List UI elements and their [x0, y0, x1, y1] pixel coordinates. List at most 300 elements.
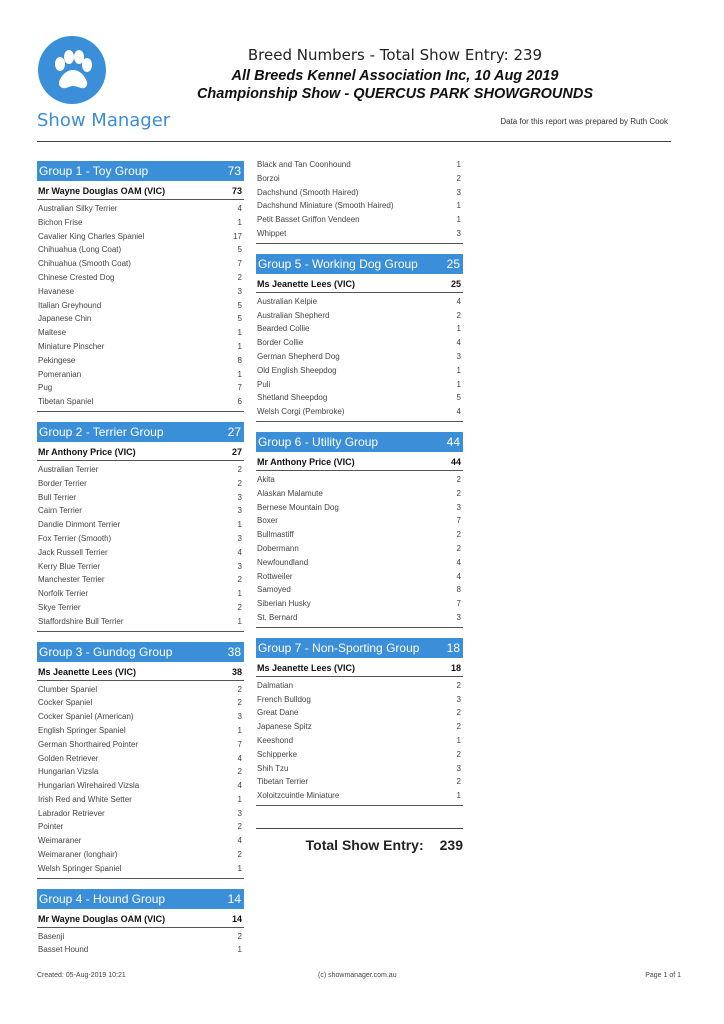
- group-section: [37, 422, 244, 632]
- group-title: Group 1 - Toy Group: [39, 164, 149, 178]
- breed-name: Dachshund (Smooth Haired): [257, 187, 359, 197]
- breed-row: [37, 216, 244, 230]
- group-section: [37, 161, 244, 412]
- header-divider: [37, 141, 671, 142]
- breed-name: Shetland Sheepdog: [257, 393, 328, 403]
- breed-row: [37, 710, 244, 724]
- breed-count: 2: [237, 850, 242, 860]
- breed-row: [37, 491, 244, 505]
- breed-row: [256, 405, 463, 419]
- breed-row: [256, 158, 463, 172]
- judge-count: 27: [231, 446, 242, 457]
- breed-row: [256, 597, 463, 611]
- breed-row: [37, 368, 244, 382]
- breed-row: [37, 477, 244, 491]
- group-title: Group 5 - Working Dog Group: [258, 256, 418, 271]
- breed-row: [37, 765, 244, 779]
- breed-name: Dandie Dinmont Terrier: [38, 520, 121, 530]
- site-credit: (c) showmanager.com.au: [318, 972, 397, 979]
- breed-row: [256, 775, 463, 789]
- group-header: [37, 161, 244, 181]
- group-count: 44: [446, 434, 460, 449]
- show-name: Championship Show - QUERCUS PARK SHOWGROUNDS: [196, 86, 594, 102]
- breed-row: [256, 542, 463, 556]
- breed-row: [37, 504, 244, 518]
- breed-row: [256, 720, 463, 734]
- breed-row: [37, 463, 244, 477]
- breed-name: Japanese Spitz: [257, 722, 312, 732]
- breed-row: [37, 271, 244, 285]
- breed-count: 7: [237, 259, 242, 269]
- breed-name: Chinese Crested Dog: [38, 272, 115, 282]
- judge-count: 44: [450, 456, 461, 467]
- breed-row: [37, 340, 244, 354]
- breed-count: 1: [237, 589, 242, 599]
- judge-count: 25: [450, 278, 461, 289]
- breed-count: 2: [456, 722, 461, 732]
- breed-count: 5: [456, 393, 461, 403]
- breed-row: [256, 336, 463, 350]
- breed-count: 3: [456, 763, 461, 773]
- breed-count: 1: [237, 945, 242, 955]
- group-header: [37, 422, 244, 442]
- breed-row: [256, 364, 463, 378]
- breed-count: 5: [237, 300, 242, 310]
- breed-name: Irish Red and White Setter: [38, 794, 132, 804]
- breed-count: 2: [456, 680, 461, 690]
- judge-name: Ms Jeanette Lees (VIC): [38, 666, 137, 677]
- breed-row: [256, 570, 463, 584]
- judge-name: Mr Wayne Douglas OAM (VIC): [38, 186, 166, 196]
- breed-row: [256, 679, 463, 693]
- breed-name: Dobermann: [257, 543, 299, 553]
- group-header: [256, 254, 463, 274]
- breed-name: Shih Tzu: [257, 763, 289, 773]
- breed-count: 2: [456, 474, 461, 484]
- group-header: [37, 642, 244, 662]
- breed-name: Skye Terrier: [38, 602, 81, 612]
- breed-count: 4: [456, 557, 461, 567]
- judge-count: 18: [450, 662, 461, 673]
- breed-row: [256, 309, 463, 323]
- group-divider: [256, 627, 463, 628]
- breed-row: [256, 473, 463, 487]
- group-divider: [256, 805, 463, 806]
- judge-name: Mr Anthony Price (VIC): [257, 456, 355, 467]
- breed-name: Cocker Spaniel (American): [38, 712, 134, 722]
- breed-row: [37, 312, 244, 326]
- breed-row: [37, 573, 244, 587]
- breed-name: Schipperke: [257, 749, 298, 759]
- breed-row: [256, 556, 463, 570]
- breed-count: 1: [237, 217, 242, 227]
- judge-row: [256, 274, 463, 293]
- group-divider: [256, 243, 463, 244]
- breed-row: [256, 213, 463, 227]
- judge-row: [37, 662, 244, 681]
- breed-row: [37, 601, 244, 615]
- breed-count: 3: [237, 286, 242, 296]
- judge-name: Ms Jeanette Lees (VIC): [257, 662, 356, 673]
- breed-count: 1: [237, 863, 242, 873]
- breed-count: 2: [456, 777, 461, 787]
- breed-count: 2: [456, 749, 461, 759]
- breed-count: 4: [456, 407, 461, 417]
- report-title: Breed Numbers - Total Show Entry: 239: [247, 46, 543, 64]
- breed-name: Black and Tan Coonhound: [257, 160, 351, 169]
- breed-row: [37, 257, 244, 271]
- judge-row: [37, 181, 244, 200]
- breed-name: Pekingese: [38, 355, 76, 365]
- breed-count: 1: [237, 794, 242, 804]
- group-title: Group 6 - Utility Group: [258, 434, 379, 449]
- breed-count: 1: [237, 725, 242, 735]
- breed-name: Havanese: [38, 286, 75, 296]
- breed-count: 4: [237, 547, 242, 557]
- breed-name: French Bulldog: [257, 694, 311, 704]
- breed-count: 3: [237, 506, 242, 516]
- breed-count: 1: [237, 328, 242, 338]
- breed-name: Australian Kelpie: [257, 296, 318, 306]
- breed-name: Pomeranian: [38, 369, 82, 379]
- group-count: 14: [227, 891, 241, 906]
- breed-count: 3: [456, 694, 461, 704]
- breed-count: 1: [456, 324, 461, 334]
- judge-name: Ms Jeanette Lees (VIC): [257, 278, 356, 289]
- breed-name: Fox Terrier (Smooth): [38, 533, 112, 543]
- club-name: All Breeds Kennel Association Inc, 10 Aug 2019: [231, 68, 559, 84]
- breed-name: Chihuahua (Long Coat): [38, 245, 122, 255]
- breed-row: [256, 322, 463, 336]
- group-header: [256, 432, 463, 452]
- breed-name: Basenji: [38, 931, 65, 941]
- judge-row: [256, 452, 463, 471]
- breed-row: [37, 793, 244, 807]
- prepared-by: Data for this report was prepared by Ruth Cook: [500, 117, 668, 126]
- breed-count: 2: [456, 708, 461, 718]
- breed-name: Kerry Blue Terrier: [38, 561, 101, 571]
- breed-name: Norfolk Terrier: [38, 589, 89, 599]
- logo: [38, 36, 106, 104]
- breed-row: [37, 779, 244, 793]
- breed-name: English Springer Spaniel: [38, 725, 126, 735]
- breed-name: Siberian Husky: [257, 599, 311, 609]
- breed-name: Newfoundland: [257, 557, 309, 567]
- breed-row: [37, 285, 244, 299]
- breed-count: 7: [237, 739, 242, 749]
- breed-name: Australian Terrier: [38, 464, 99, 474]
- breed-name: Great Dane: [257, 708, 299, 718]
- breed-row: [256, 227, 463, 241]
- breed-name: Weimaraner (longhair): [38, 850, 118, 860]
- breed-name: Rottweiler: [257, 571, 293, 581]
- breed-count: 6: [237, 397, 242, 407]
- breed-row: [256, 611, 463, 625]
- breed-row: [37, 326, 244, 340]
- breed-count: 1: [456, 365, 461, 375]
- breed-count: 8: [237, 355, 242, 365]
- breed-count: 3: [237, 561, 242, 571]
- breed-name: Bull Terrier: [38, 492, 77, 502]
- breed-name: Welsh Corgi (Pembroke): [257, 407, 345, 417]
- breed-row: [256, 487, 463, 501]
- breed-name: Dalmatian: [257, 680, 294, 690]
- breed-count: 5: [237, 245, 242, 255]
- group-count: 38: [227, 644, 241, 659]
- breed-count: 2: [237, 684, 242, 694]
- breed-count: 4: [237, 753, 242, 763]
- breed-count: 7: [456, 516, 461, 526]
- breed-count: 2: [237, 822, 242, 832]
- breed-name: Borzoi: [257, 173, 280, 183]
- breed-row: [37, 683, 244, 697]
- breed-row: [256, 350, 463, 364]
- breed-name: Labrador Retriever: [38, 808, 105, 818]
- breed-row: [37, 587, 244, 601]
- breed-count: 3: [456, 187, 461, 197]
- group-section: [256, 432, 463, 628]
- breed-row: [37, 615, 244, 629]
- judge-count: 38: [231, 666, 242, 677]
- group-count: 27: [227, 424, 241, 439]
- judge-row: [37, 909, 244, 928]
- breed-name: Xoloitzcuintle Miniature: [257, 791, 340, 801]
- page-number: Page 1 of 1: [645, 972, 681, 979]
- breed-count: 1: [456, 791, 461, 801]
- breed-row: [37, 834, 244, 848]
- judge-name: Mr Wayne Douglas OAM (VIC): [38, 913, 166, 924]
- group-divider: [256, 421, 463, 422]
- created-date: Created: 05-Aug-2019 10:21: [37, 972, 126, 979]
- group-section: [256, 254, 463, 422]
- breed-name: Cavalier King Charles Spaniel: [38, 231, 145, 241]
- breed-count: 3: [237, 533, 242, 543]
- breed-row: [37, 381, 244, 395]
- breed-count: 2: [237, 767, 242, 777]
- breed-name: Boxer: [257, 516, 278, 526]
- breed-count: 2: [456, 173, 461, 183]
- breed-count: 4: [456, 296, 461, 306]
- breed-count: 3: [237, 808, 242, 818]
- breed-row: [256, 501, 463, 515]
- paw-print-icon: [38, 36, 106, 104]
- brand-name: Show Manager: [37, 110, 171, 131]
- left-column: [37, 161, 244, 967]
- breed-name: Pug: [38, 383, 53, 393]
- breed-name: Alaskan Malamute: [257, 488, 323, 498]
- breed-row: [256, 528, 463, 542]
- breed-name: German Shorthaired Pointer: [38, 739, 139, 749]
- breed-count: 5: [237, 314, 242, 324]
- breed-name: Cairn Terrier: [38, 506, 82, 516]
- breed-name: Tibetan Terrier: [257, 777, 309, 787]
- breed-name: Tibetan Spaniel: [38, 397, 94, 407]
- breed-row: [256, 762, 463, 776]
- breed-name: Keeshond: [257, 735, 294, 745]
- group-title: Group 7 - Non-Sporting Group: [258, 640, 420, 655]
- breed-row: [256, 789, 463, 803]
- breed-name: Australian Silky Terrier: [38, 204, 118, 213]
- breed-count: 1: [456, 215, 461, 225]
- breed-row: [37, 230, 244, 244]
- breed-name: Dachshund Miniature (Smooth Haired): [257, 201, 394, 211]
- breed-name: Golden Retriever: [38, 753, 99, 763]
- group-section: [37, 889, 244, 958]
- breed-count: 2: [237, 575, 242, 585]
- breed-name: Bernese Mountain Dog: [257, 502, 339, 512]
- breed-row: [37, 943, 244, 957]
- breed-name: Border Collie: [257, 338, 304, 348]
- breed-count: 7: [456, 599, 461, 609]
- breed-count: 3: [456, 228, 461, 238]
- breed-name: Manchester Terrier: [38, 575, 105, 585]
- breed-row: [37, 930, 244, 944]
- breed-row: [37, 395, 244, 409]
- breed-count: 2: [456, 488, 461, 498]
- judge-row: [37, 442, 244, 461]
- group-divider: [37, 411, 244, 412]
- breed-name: Maltese: [38, 328, 67, 338]
- breed-count: 1: [456, 379, 461, 389]
- group-header: [256, 638, 463, 658]
- breed-row: [256, 172, 463, 186]
- breed-count: 2: [237, 464, 242, 474]
- breed-name: Chihuahua (Smooth Coat): [38, 259, 131, 269]
- breed-count: 2: [237, 272, 242, 282]
- breed-name: Cocker Spaniel: [38, 698, 93, 708]
- breed-count: 1: [456, 735, 461, 745]
- breed-row: [256, 693, 463, 707]
- breed-count: 1: [456, 201, 461, 211]
- breed-row: [37, 202, 244, 216]
- breed-name: Hungarian Vizsla: [38, 767, 99, 777]
- breed-count: 1: [237, 616, 242, 626]
- breed-name: Bullmastiff: [257, 530, 294, 540]
- breed-row: [256, 391, 463, 405]
- breed-count: 1: [237, 341, 242, 351]
- breed-row: [256, 748, 463, 762]
- breed-row: [37, 560, 244, 574]
- breed-row: [37, 546, 244, 560]
- breed-row: [256, 706, 463, 720]
- breed-count: 1: [456, 160, 461, 169]
- breed-name: Bearded Collie: [257, 324, 310, 334]
- breed-name: Bichon Frise: [38, 217, 83, 227]
- group-divider: [37, 631, 244, 632]
- breed-name: Welsh Springer Spaniel: [38, 863, 122, 873]
- group-count: 25: [446, 256, 460, 271]
- breed-name: Border Terrier: [38, 478, 87, 488]
- breed-count: 3: [237, 492, 242, 502]
- breed-name: Jack Russell Terrier: [38, 547, 108, 557]
- breed-name: Whippet: [257, 228, 287, 238]
- breed-row: [37, 299, 244, 313]
- total-show-entry: [256, 828, 463, 853]
- judge-row: [256, 658, 463, 677]
- breed-row: [256, 199, 463, 213]
- breed-name: Hungarian Wirehaired Vizsla: [38, 781, 140, 791]
- group-section: [37, 642, 244, 879]
- breed-row: [256, 186, 463, 200]
- breed-name: Samoyed: [257, 585, 291, 595]
- breed-name: Basset Hound: [38, 945, 89, 955]
- breed-count: 8: [456, 585, 461, 595]
- breed-count: 4: [456, 571, 461, 581]
- breed-count: 2: [237, 698, 242, 708]
- breed-name: German Shepherd Dog: [257, 351, 340, 361]
- breed-row: [37, 532, 244, 546]
- total-value: 239: [439, 837, 463, 853]
- breed-name: Japanese Chin: [38, 314, 92, 324]
- breed-count: 3: [237, 712, 242, 722]
- breed-count: 7: [237, 383, 242, 393]
- breed-row: [37, 354, 244, 368]
- breed-name: Clumber Spaniel: [38, 684, 98, 694]
- breed-row: [37, 243, 244, 257]
- breed-count: 4: [237, 781, 242, 791]
- breed-count: 3: [456, 612, 461, 622]
- group-section: [256, 638, 463, 806]
- breed-name: Akita: [257, 474, 275, 484]
- breed-name: Petit Basset Griffon Vendeen: [257, 215, 360, 225]
- breed-count: 17: [233, 231, 242, 241]
- breed-count: 2: [456, 310, 461, 320]
- breed-row: [256, 295, 463, 309]
- breed-count: 4: [456, 338, 461, 348]
- breed-count: 1: [237, 520, 242, 530]
- group-header: [37, 889, 244, 909]
- breed-count: 4: [237, 204, 242, 213]
- breed-row: [37, 724, 244, 738]
- breed-count: 3: [456, 502, 461, 512]
- breed-row: [37, 752, 244, 766]
- breed-count: 1: [237, 369, 242, 379]
- judge-count: 73: [231, 186, 242, 196]
- judge-count: 14: [231, 913, 242, 924]
- group-title: Group 2 - Terrier Group: [39, 424, 164, 439]
- breed-count: 2: [237, 602, 242, 612]
- group-divider: [37, 878, 244, 879]
- right-column: [256, 158, 463, 816]
- breed-count: 2: [237, 931, 242, 941]
- breed-name: Staffordshire Bull Terrier: [38, 616, 124, 626]
- breed-name: St. Bernard: [257, 612, 298, 622]
- group-count: 18: [446, 640, 460, 655]
- breed-row: [37, 848, 244, 862]
- breed-count: 2: [456, 543, 461, 553]
- breed-row: [256, 583, 463, 597]
- breed-row: [37, 518, 244, 532]
- breed-count: 2: [456, 530, 461, 540]
- breed-count: 2: [237, 478, 242, 488]
- breed-row: [37, 820, 244, 834]
- group-title: Group 3 - Gundog Group: [39, 644, 173, 659]
- breed-name: Puli: [257, 379, 271, 389]
- breed-count: 3: [456, 351, 461, 361]
- breed-name: Italian Greyhound: [38, 300, 102, 310]
- group-title: Group 4 - Hound Group: [39, 891, 166, 906]
- breed-row: [37, 862, 244, 876]
- group-continuation: [256, 158, 463, 244]
- group-count: 73: [227, 164, 241, 178]
- breed-name: Pointer: [38, 822, 64, 832]
- total-label: Total Show Entry:: [305, 837, 424, 853]
- breed-row: [256, 734, 463, 748]
- breed-count: 4: [237, 836, 242, 846]
- breed-row: [37, 696, 244, 710]
- breed-row: [256, 378, 463, 392]
- breed-name: Weimaraner: [38, 836, 82, 846]
